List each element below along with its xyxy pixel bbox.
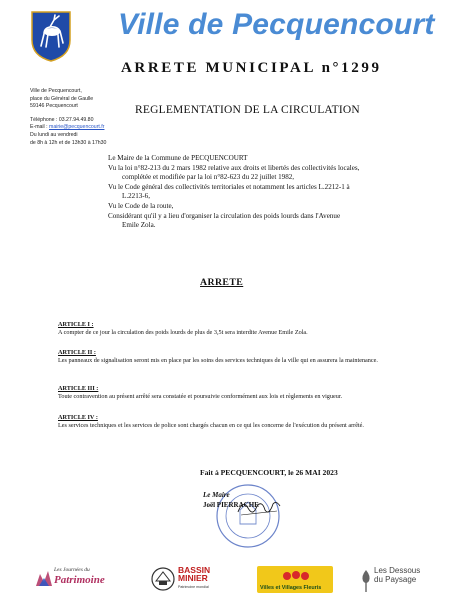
- consideration-line: complétée et modifiée par la loi n°82-623 du 22 juillet 1982,: [122, 173, 295, 182]
- unesco-emblem-icon: [150, 566, 176, 592]
- bassin-minier-logo: [150, 564, 228, 594]
- article-title: ARTICLE II :: [58, 349, 96, 356]
- address-line: Ville de Pecquencourt,: [30, 88, 82, 94]
- villes-fleuris-text: Villes et Villages Fleuris: [260, 585, 322, 591]
- address-block: [30, 88, 125, 147]
- address-line: 59146 Pecquencourt: [30, 103, 78, 110]
- consideration-line: Emile Zola.: [122, 221, 156, 230]
- arrete-heading: ARRETE: [200, 277, 244, 288]
- dessous-paysage-text: Les Dessous du Paysage: [374, 566, 421, 584]
- villes-fleuris-logo: [257, 566, 333, 593]
- consideration-line: Vu la loi n°82-213 du 2 mars 1982 relative aux droits et libertés des collectivités locales,: [108, 163, 360, 172]
- article: [58, 414, 418, 431]
- tree-icon: [360, 568, 372, 594]
- patrimoine-big-text: Patrimoine: [54, 574, 105, 586]
- email-link[interactable]: mairie@pecquencourt.fr: [49, 124, 105, 131]
- email-label: E-mail :: [30, 124, 50, 131]
- flowers-icon: [281, 568, 311, 584]
- article-title: ARTICLE I :: [58, 321, 94, 328]
- article: [58, 349, 418, 366]
- consideration-line: Vu le Code de la route,: [108, 201, 174, 210]
- bassin-small-text: Patrimoine mondial: [178, 585, 209, 589]
- signature-place-date: Fait à PECQUENCOURT, le 26 MAI 2023: [200, 468, 338, 477]
- bassin-big-text: BASSIN MINIER: [178, 565, 211, 583]
- consideration-line: Considérant qu'il y a lieu d'organiser la circulation des poids lourds dans l'Avenue: [108, 211, 341, 220]
- arrete-number: ARRETE MUNICIPAL n°1299: [121, 60, 382, 76]
- town-title: Ville de Pecquencourt: [118, 8, 435, 41]
- considerations-block: [108, 154, 408, 231]
- email-line: [30, 124, 125, 132]
- consideration-line: Vu le Code général des collectivités territoriales et notamment les articles L.2212-1 à: [108, 182, 350, 191]
- article-text: Les services techniques et les services de police sont chargés chacun en ce qui les concerne de l'exécution du présent arrêté.: [58, 422, 364, 430]
- article: [58, 385, 418, 402]
- dessous-paysage-logo: [360, 566, 428, 596]
- hours-line: Du lundi au vendredi: [30, 131, 78, 138]
- patrimoine-logo: [32, 565, 114, 593]
- address-line: place du Général de Gaulle: [30, 95, 94, 102]
- hours-line: de 8h à 12h et de 13h30 à 17h30: [30, 139, 107, 146]
- article-text: Toute contravention au présent arrêté sera constatée et poursuivie conformément aux lois et règlements en vigueur.: [58, 393, 343, 401]
- article-title: ARTICLE IV :: [58, 414, 98, 421]
- phone-number: Téléphone : 03.27.94.49.80: [30, 116, 94, 123]
- document-subject: REGLEMENTATION DE LA CIRCULATION: [135, 104, 360, 116]
- article-text: A compter de ce jour la circulation des poids lourds de plus de 3,5t sera interdite Avenue Emile Zola.: [58, 329, 308, 337]
- patrimoine-emblem-icon: [34, 568, 54, 588]
- article: [58, 321, 418, 338]
- town-crest-icon: [30, 10, 72, 62]
- consideration-line: L.2213-6,: [122, 192, 150, 201]
- considerations-intro: Le Maire de la Commune de PECQUENCOURT: [108, 154, 248, 162]
- article-text: Les panneaux de signalisation seront mis en place par les soins des services techniques de la ville qui en assurera la maintenance.: [58, 357, 378, 365]
- article-title: ARTICLE III :: [58, 385, 99, 392]
- mayor-title: Le Maire: [203, 491, 230, 499]
- patrimoine-small-text: Les Journées du: [54, 567, 90, 573]
- mayor-name: Joël PIERRACHE: [203, 501, 259, 509]
